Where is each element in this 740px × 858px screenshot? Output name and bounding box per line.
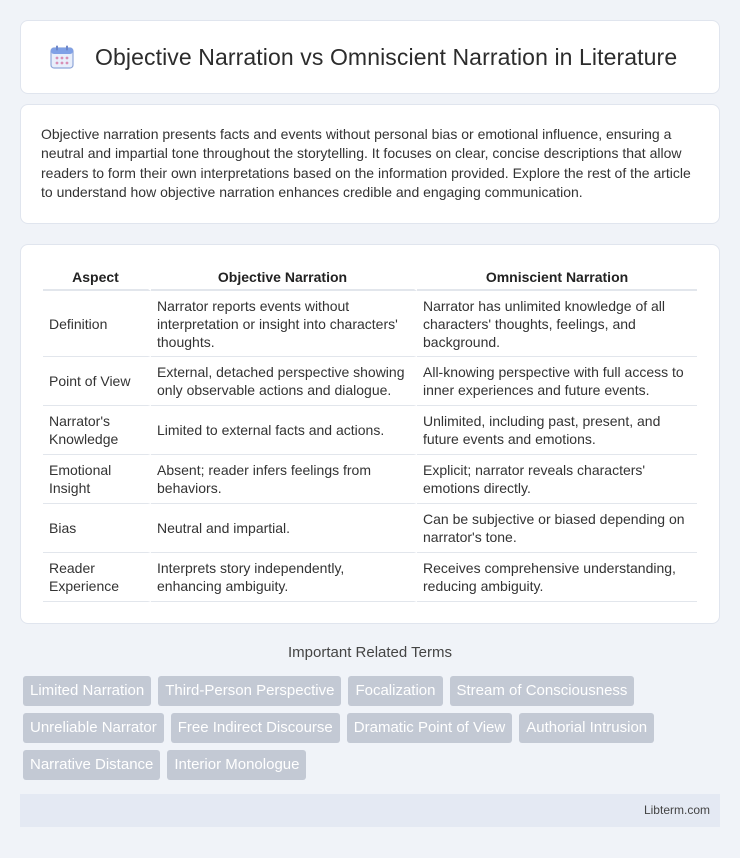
row-aspect: Emotional Insight: [43, 455, 151, 504]
header-aspect: Aspect: [43, 265, 151, 291]
related-term-tag[interactable]: Free Indirect Discourse: [171, 713, 340, 743]
row-omniscient: Narrator has unlimited knowledge of all characters' thoughts, feelings, and background.: [417, 291, 697, 357]
row-aspect: Reader Experience: [43, 553, 151, 602]
row-aspect: Bias: [43, 504, 151, 553]
table-row: [43, 504, 697, 553]
header-omniscient: Omniscient Narration: [417, 265, 697, 291]
footer-site-link[interactable]: Libterm.com: [643, 803, 710, 817]
table-header-row: [43, 265, 697, 291]
row-objective: External, detached perspective showing only observable actions and dialogue.: [151, 357, 417, 406]
header-objective: Objective Narration: [151, 265, 417, 291]
row-aspect: Point of View: [43, 357, 151, 406]
row-objective: Neutral and impartial.: [151, 504, 417, 553]
page-title: Objective Narration vs Omniscient Narration in Literature: [95, 43, 678, 70]
calendar-icon: [49, 44, 75, 70]
footer: [20, 794, 720, 827]
related-term-tag[interactable]: Narrative Distance: [23, 750, 160, 780]
related-term-tag[interactable]: Limited Narration: [23, 676, 151, 706]
related-term-tag[interactable]: Dramatic Point of View: [347, 713, 512, 743]
header-card: [20, 20, 720, 94]
related-term-tag[interactable]: Focalization: [348, 676, 442, 706]
related-term-tag[interactable]: Interior Monologue: [167, 750, 306, 780]
related-term-tag[interactable]: Third-Person Perspective: [158, 676, 341, 706]
row-omniscient: Explicit; narrator reveals characters' emotions directly.: [417, 455, 697, 504]
intro-card: [20, 104, 720, 224]
row-aspect: Definition: [43, 291, 151, 357]
related-terms-title: Important Related Terms: [288, 644, 452, 661]
row-objective: Limited to external facts and actions.: [151, 406, 417, 455]
intro-text: Objective narration presents facts and events without personal bias or emotional influence, ensuring a neutral and impartial tone throughout the storytelling. It focuses on clear, concise descriptions that allow readers to form their own interpretations based on the information provided. Explore the rest of the article to understand how objective narration enhances credible and engaging communication.: [41, 126, 691, 201]
row-objective: Absent; reader infers feelings from behaviors.: [151, 455, 417, 504]
row-objective: Narrator reports events without interpretation or insight into characters' thoughts.: [151, 291, 417, 357]
related-terms-list: [23, 676, 723, 787]
row-omniscient: Unlimited, including past, present, and future events and emotions.: [417, 406, 697, 455]
table-row: [43, 455, 697, 504]
related-term-tag[interactable]: Stream of Consciousness: [450, 676, 635, 706]
row-omniscient: Receives comprehensive understanding, reducing ambiguity.: [417, 553, 697, 602]
table-row: [43, 357, 697, 406]
related-term-tag[interactable]: Unreliable Narrator: [23, 713, 164, 743]
table-row: [43, 406, 697, 455]
row-objective: Interprets story independently, enhancing ambiguity.: [151, 553, 417, 602]
row-omniscient: All-knowing perspective with full access to inner experiences and future events.: [417, 357, 697, 406]
comparison-table-card: [20, 244, 720, 624]
related-term-tag[interactable]: Authorial Intrusion: [519, 713, 654, 743]
comparison-table: [43, 265, 697, 602]
row-aspect: Narrator's Knowledge: [43, 406, 151, 455]
row-omniscient: Can be subjective or biased depending on narrator's tone.: [417, 504, 697, 553]
table-row: [43, 291, 697, 357]
table-row: [43, 553, 697, 602]
